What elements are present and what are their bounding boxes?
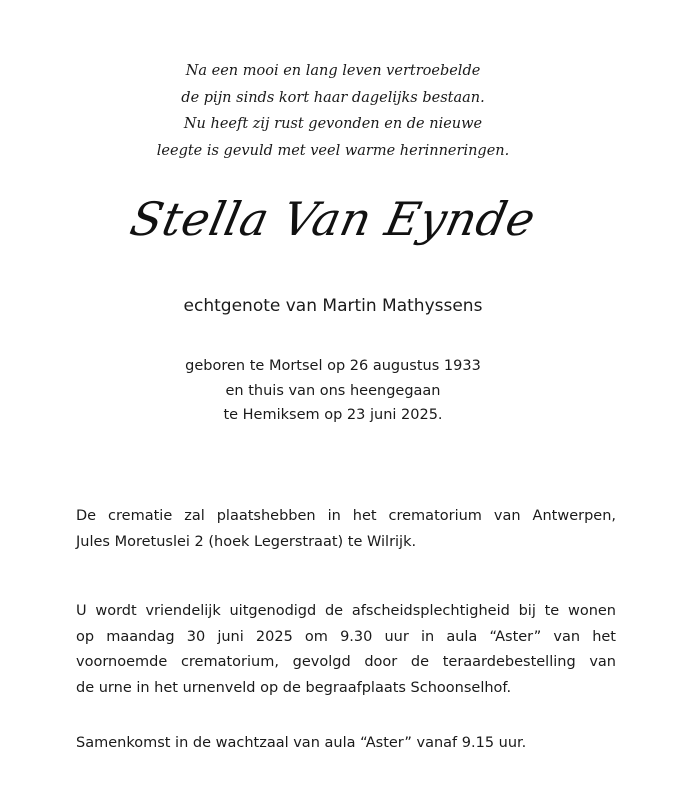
poem-line: Nu heeft zij rust gevonden en de nieuwe (183, 116, 483, 132)
poem-line: Na een mooi en lang leven vertroebelde (185, 63, 481, 79)
ceremony-paragraph (76, 599, 616, 701)
memorial-poem (0, 58, 666, 164)
paragraph-line: Samenkomst in de wachtzaal van aula “Aster” vanaf 9.15 uur. (76, 735, 527, 751)
date-line: te Hemiksem op 23 juni 2025. (223, 407, 443, 423)
paragraph-line: U wordt vriendelijk uitgenodigd de afscheidsplechtigheid bij te wonen (76, 603, 616, 619)
poem-line: de pijn sinds kort haar dagelijks bestaan. (181, 89, 485, 106)
life-dates (0, 354, 666, 428)
paragraph-line: voornoemde crematorium, gevolgd door de teraardebestelling van (76, 654, 616, 670)
gathering-paragraph (76, 731, 616, 757)
cremation-paragraph (76, 504, 616, 555)
paragraph-line: De crematie zal plaatshebben in het crematorium van Antwerpen, (76, 508, 616, 524)
date-line: en thuis van ons heengegaan (225, 382, 441, 399)
paragraph-line: de urne in het urnenveld op de begraafplaats Schoonselhof. (76, 679, 512, 696)
paragraph-line: Jules Moretuslei 2 (hoek Legerstraat) te Wilrijk. (76, 533, 417, 550)
date-line: geboren te Mortsel op 26 augustus 1933 (185, 358, 481, 374)
deceased-name: Stella Van Eynde (125, 192, 541, 246)
spouse-line: echtgenote van Martin Mathyssens (183, 296, 483, 316)
poem-line: leegte is gevuld met veel warme herinneringen. (156, 142, 510, 159)
paragraph-line: op maandag 30 juni 2025 om 9.30 uur in aula “Aster” van het (76, 628, 616, 645)
